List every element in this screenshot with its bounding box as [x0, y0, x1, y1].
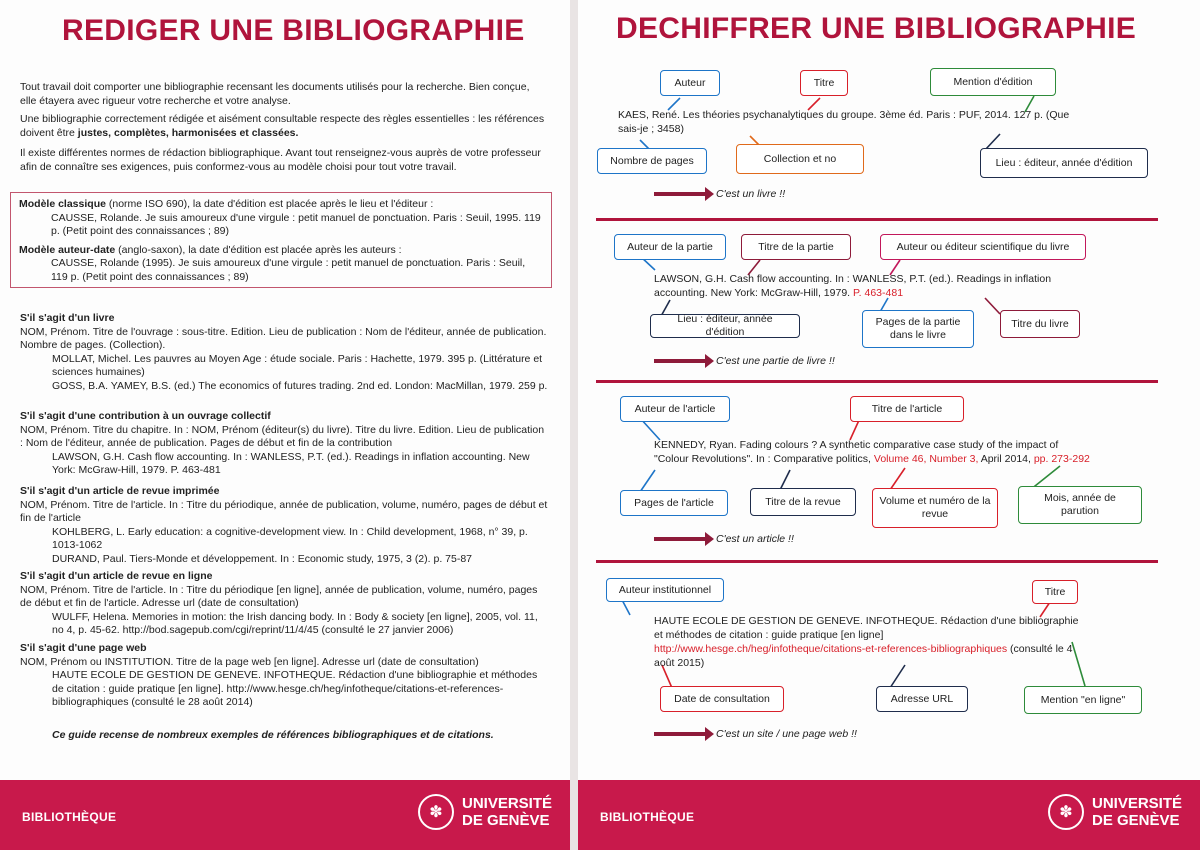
section-livre-example-1: MOLLAT, Michel. Les pauvres au Moyen Age : étude sociale. Paris : Hachette, 1979. 395 p. (Littérature et sciences humaines): [52, 352, 543, 378]
section-article-example-2: DURAND, Paul. Tiers-Monde et développement. In : Economic study, 1975, 3 (2). p. 75-87: [52, 552, 473, 565]
arrow-icon: [654, 192, 706, 196]
conclusion-b2-text: C'est une partie de livre !!: [716, 355, 835, 367]
unige-logo-right: [1048, 794, 1182, 830]
label-b4-titre: Titre: [1032, 580, 1078, 604]
unige-seal-icon: ✽: [1048, 794, 1084, 830]
line-b3-volume: [890, 468, 905, 490]
section-online-article-rule: NOM, Prénom. Titre de l'article. In : Titre du périodique [en ligne], année de publication, volume, numéro, pages de début et fin de l'article. Adresse url (date de consultation): [20, 583, 538, 609]
label-b3-volume: Volume et numéro de la revue: [872, 488, 998, 528]
ref-b3-text: KENNEDY, Ryan. Fading colours ? A synthetic comparative case study of the impact of "Colour Revolutions". In : Comparative politics,: [654, 439, 1059, 465]
ref-b1: KAES, René. Les théories psychanalytiques du groupe. 3ème éd. Paris : PUF, 2014. 127 p. (Que sais-je ; 3458): [618, 109, 1070, 135]
ref-b3-pages: pp. 273-292: [1033, 453, 1090, 465]
ref-b3: [654, 438, 1090, 466]
label-b4-enligne: Mention "en ligne": [1024, 686, 1142, 714]
conclusion-b3: [654, 533, 794, 545]
label-b1-titre: Titre: [800, 70, 848, 96]
label-b2-titre-livre: Titre du livre: [1000, 310, 1080, 338]
section-web-rule: NOM, Prénom ou INSTITUTION. Titre de la page web [en ligne]. Adresse url (date de consultation): [20, 655, 479, 668]
section-article-example-1: KOHLBERG, L. Early education: a cognitive-development view. In : Child development, 1968, n° 39, p. 1013-1062: [52, 525, 528, 551]
ref-b4-url: http://www.hesge.ch/heg/infotheque/citations-et-references-bibliographiques: [654, 643, 1008, 655]
ref-b4-consulted: (consulté le 4 août 2015): [654, 643, 1073, 669]
label-b1-mention: Mention d'édition: [930, 68, 1056, 96]
section-contribution-example: LAWSON, G.H. Cash flow accounting. In : WANLESS, P.T. (ed.). Readings in inflation accounting. New York: McGraw-Hill, 1979. P. 463-481: [52, 450, 530, 476]
label-b4-auteur: Auteur institutionnel: [606, 578, 724, 602]
model-auteur-date-example: CAUSSE, Rolande (1995). Je suis amoureux d'une virgule : petit manuel de ponctuation. Paris : Seuil, 119 p. (Petit point des connaissances ; 89): [51, 257, 526, 283]
section-contribution-rule: NOM, Prénom. Titre du chapitre. In : NOM, Prénom (éditeur(s) du livre). Titre du livre. Edition. Lieu de publication : Nom de l'éditeur, année de publication. Pages de début et fin de la contribution: [20, 423, 545, 449]
section-online-article-heading: S'il s'agit d'un article de revue en ligne: [20, 570, 213, 582]
line-b3-revue: [780, 470, 790, 490]
page-title-rediger: REDIGER UNE BIBLIOGRAPHIE: [62, 14, 525, 47]
separator-2: [596, 380, 1158, 383]
unige-line-2: DE GENÈVE: [1091, 812, 1180, 829]
label-b3-pages: Pages de l'article: [620, 490, 728, 516]
label-b1-lieu: Lieu : éditeur, année d'édition: [980, 148, 1148, 178]
arrow-icon: [654, 732, 706, 736]
ref-b3-date: April 2014,: [978, 453, 1034, 465]
footer-bibliotheque-label: BIBLIOTHÈQUE: [22, 810, 117, 824]
label-b1-pages: Nombre de pages: [597, 148, 707, 174]
model-classique-desc: (norme ISO 690), la date d'édition est placée après le lieu et l'éditeur :: [105, 198, 434, 210]
ref-b2-pages: P. 463-481: [853, 287, 904, 299]
unige-wordmark-right: [1092, 795, 1182, 829]
unige-seal-icon: ✽: [418, 794, 454, 830]
unige-line-2: DE GENÈVE: [461, 812, 550, 829]
conclusion-b4: [654, 728, 857, 740]
conclusion-b1-text: C'est un livre !!: [716, 188, 786, 200]
separator-3: [596, 560, 1158, 563]
ref-b4-text: HAUTE ECOLE DE GESTION DE GENEVE. INFOTHEQUE. Rédaction d'une bibliographie et méthodes de citation : guide pratique [en ligne]: [654, 615, 1079, 641]
unige-line-1: UNIVERSITÉ: [1091, 795, 1182, 812]
section-livre-rule: NOM, Prénom. Titre de l'ouvrage : sous-titre. Edition. Lieu de publication : Nom de l'éditeur, année de publication. Nombre de pages. (Collection).: [20, 325, 547, 351]
label-b2-auteur-livre: Auteur ou éditeur scientifique du livre: [880, 234, 1086, 260]
ref-b4: [654, 614, 1086, 670]
separator-1: [596, 218, 1158, 221]
label-b2-auteur: Auteur de la partie: [614, 234, 726, 260]
model-auteur-date-desc: (anglo-saxon), la date d'édition est placée après les auteurs :: [115, 243, 402, 256]
model-auteur-date-label: Modèle auteur-date: [19, 243, 116, 256]
label-b3-auteur: Auteur de l'article: [620, 396, 730, 422]
conclusion-b4-text: C'est un site / une page web !!: [716, 728, 857, 740]
label-b1-collection: Collection et no: [736, 144, 864, 174]
label-b2-lieu: Lieu : éditeur, année d'édition: [650, 314, 800, 338]
label-b2-pages: Pages de la partie dans le livre: [862, 310, 974, 348]
ref-b2: [654, 272, 1094, 300]
footer-right: [578, 780, 1200, 850]
conclusion-b2: [654, 355, 835, 367]
section-web-heading: S'il s'agit d'une page web: [20, 642, 147, 654]
closing-note: Ce guide recense de nombreux exemples de références bibliographiques et de citations.: [52, 729, 494, 741]
section-web-example: HAUTE ECOLE DE GESTION DE GENEVE. INFOTHEQUE. Rédaction d'une bibliographie et méthodes de citation : guide pratique [en ligne]. http://www.hesge.ch/heg/infotheque/citations-et-references-bibliographiques (consulté le 28 août 2014): [52, 669, 538, 708]
section-article-heading: S'il s'agit d'un article de revue imprimée: [20, 485, 220, 497]
label-b1-auteur: Auteur: [660, 70, 720, 96]
unige-line-1: UNIVERSITÉ: [461, 795, 552, 812]
arrow-icon: [654, 359, 706, 363]
label-b3-mois: Mois, année de parution: [1018, 486, 1142, 524]
section-online-article-example: WULFF, Helena. Memories in motion: the Irish dancing body. In : Body & society [en ligne], 2005, vol. 11, no 4, p. 45-62. http://bod.sagepub.com/cgi/reprint/11/4/45 (consulté le 27 janvier 2006): [52, 610, 538, 636]
footer-bibliotheque-label-right: BIBLIOTHÈQUE: [600, 810, 695, 824]
section-article-rule: NOM, Prénom. Titre de l'article. In : Titre du périodique, année de publication, volume, numéro, pages de début et fin de l'article: [20, 498, 548, 524]
label-b3-titre: Titre de l'article: [850, 396, 964, 422]
section-livre-example-2: GOSS, B.A. YAMEY, B.S. (ed.) The economics of futures trading. 2nd ed. London: MacMillan, 1979. 259 p.: [52, 379, 548, 392]
conclusion-b3-text: C'est un article !!: [716, 533, 794, 545]
intro-2-emphasis: justes, complètes, harmonisées et classées.: [77, 127, 299, 139]
label-b4-date: Date de consultation: [660, 686, 784, 712]
intro-2-text: Une bibliographie correctement rédigée et aisément consultable respecte des règles essentielles : les références doivent être: [20, 113, 545, 139]
label-b4-url: Adresse URL: [876, 686, 968, 712]
ref-b2-text: LAWSON, G.H. Cash flow accounting. In : WANLESS, P.T. (ed.). Readings in inflation accounting. New York: McGraw-Hill, 1979.: [654, 273, 1052, 299]
section-contribution-heading: S'il s'agit d'une contribution à un ouvrage collectif: [20, 410, 271, 422]
label-b3-revue: Titre de la revue: [750, 488, 856, 516]
label-b2-titre-partie: Titre de la partie: [741, 234, 851, 260]
model-classique-example: CAUSSE, Rolande. Je suis amoureux d'une virgule : petit manuel de ponctuation. Paris : Seuil, 1995. 119 p. (Petit point des connaissances ; 89): [51, 211, 541, 237]
model-classique-label: Modèle classique: [19, 198, 106, 210]
arrow-icon: [654, 537, 706, 541]
ref-b3-volume: Volume 46, Number 3,: [873, 453, 979, 465]
section-livre-heading: S'il s'agit d'un livre: [20, 312, 115, 324]
intro-paragraph-3: Il existe différentes normes de rédaction bibliographique. Avant tout renseignez-vous auprès de votre professeur afin de connaître ses exigences, puis conformez-vous au modèle choisi pour tout votre travail.: [20, 147, 541, 173]
intro-paragraph-1: Tout travail doit comporter une bibliographie recensant les documents utilisés pour la recherche. Bien conçue, elle étayera avec rigueur votre recherche et votre analyse.: [20, 81, 530, 107]
line-b3-pages: [640, 470, 655, 492]
page-title-dechiffrer: DECHIFFRER UNE BIBLIOGRAPHIE: [616, 12, 1137, 45]
conclusion-b1: [654, 188, 785, 200]
line-b2-titre-livre: [985, 298, 1000, 314]
